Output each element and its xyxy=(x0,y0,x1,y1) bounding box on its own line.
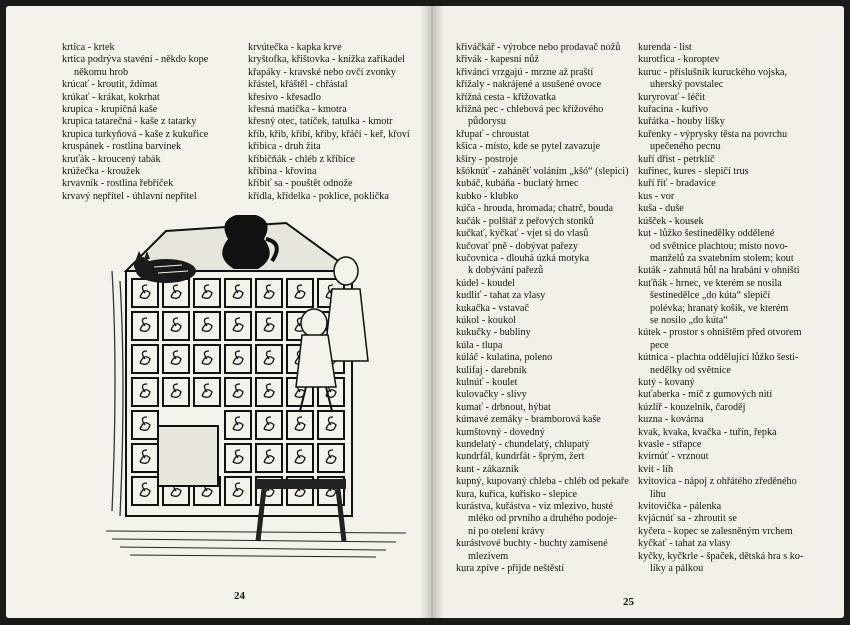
dictionary-entry xyxy=(456,290,632,302)
entry-line: kvjácnúť sa - zhroutit se xyxy=(638,513,737,525)
dictionary-entry xyxy=(456,538,632,563)
dictionary-entry xyxy=(456,476,632,488)
entry-line: křiváčkář - výrobce nebo prodavač nožů xyxy=(456,42,621,53)
dictionary-entry xyxy=(248,141,418,153)
left-page-column-2 xyxy=(248,42,418,203)
dictionary-entry xyxy=(456,79,632,91)
entry-line: kut - lůžko šestinedělky oddělené xyxy=(638,228,775,240)
book-spread xyxy=(6,6,844,618)
dictionary-entry xyxy=(248,129,418,141)
dictionary-entry xyxy=(638,67,834,92)
dictionary-entry xyxy=(638,402,834,414)
entry-line: kvitovička - pálenka xyxy=(638,501,722,513)
entry-continuation-line: polévka; hranatý košík, ve kterém xyxy=(650,302,789,314)
entry-continuation-line: půdorysu xyxy=(468,116,506,128)
dictionary-entry xyxy=(456,451,632,463)
entry-line: křížaly - nakrájené a usušené ovoce xyxy=(456,79,602,91)
dictionary-entry xyxy=(638,427,834,439)
entry-line: kuří dříst - petrklíč xyxy=(638,153,715,165)
dictionary-entry xyxy=(456,340,632,352)
entry-line: krupica - krupičná kaše xyxy=(62,104,158,116)
entry-line: krúžečka - kroužek xyxy=(62,166,141,178)
entry-line: krúkať - krákat, kokrhat xyxy=(62,91,160,103)
dictionary-entry xyxy=(456,402,632,414)
entry-line: kútek - prostor s ohništěm před otvorem xyxy=(638,327,802,339)
entry-continuation-line: lihu xyxy=(650,488,666,500)
entry-line: křížná pec - chlebová pec křížového xyxy=(456,104,604,116)
entry-line: kubko - klubko xyxy=(456,190,519,202)
tile-stove-illustration xyxy=(106,211,406,561)
dictionary-entry xyxy=(638,42,834,54)
entry-line: kundelatý - chundelatý, chlupatý xyxy=(456,439,590,450)
entry-line: křídla, křídelka - poklice, poklička xyxy=(248,190,389,202)
dictionary-entry xyxy=(62,42,242,54)
dictionary-entry xyxy=(638,389,834,401)
entry-line: kuřenky - výprysky těsta na povrchu xyxy=(638,128,788,140)
entry-continuation-line: pece xyxy=(650,339,669,351)
entry-line: kuřátka - houby lišky xyxy=(638,116,725,128)
entry-line: kura zpíve - přijde neštěstí xyxy=(456,563,565,575)
entry-line: kúmavé zemáky - bramborová kaše xyxy=(456,414,601,426)
entry-line: kurenda - list xyxy=(638,42,692,53)
entry-line: kukačka - vstavač xyxy=(456,302,529,314)
entry-line: kšica - místo, kde se pytel zavazuje xyxy=(456,141,600,153)
dictionary-entry xyxy=(456,42,632,54)
dictionary-entry xyxy=(62,92,242,104)
entry-continuation-line: uherský povstalec xyxy=(650,79,724,91)
entry-line: kuša - duše xyxy=(638,203,684,215)
entry-line: krtica podrýva stavéní - někdo kope xyxy=(62,54,209,66)
dictionary-entry xyxy=(638,526,834,538)
entry-line: křivánci vrzgajú - mrzne až praští xyxy=(456,66,594,78)
entry-line: kvak, kvaka, kvačka - tuřín, řepka xyxy=(638,426,777,438)
dictionary-entry xyxy=(456,414,632,426)
dictionary-entry xyxy=(62,178,242,190)
dictionary-entry xyxy=(456,54,632,66)
entry-line: kúláč - kulatina, poleno xyxy=(456,352,553,364)
entry-line: kučovnica - dlouhá úzká motyka xyxy=(456,252,589,264)
entry-line: kubáč, kubáňa - buclatý hrnec xyxy=(456,178,579,190)
entry-line: kúča - hrouda, hromada; chatrč, bouda xyxy=(456,203,613,215)
dictionary-entry xyxy=(456,216,632,228)
entry-line: kuruc - příslušník kuruckého vojska, xyxy=(638,66,788,78)
entry-line: kus - vor xyxy=(638,190,675,202)
dictionary-entry xyxy=(638,278,834,328)
dictionary-entry xyxy=(456,178,632,190)
dictionary-entry xyxy=(456,228,632,240)
dictionary-entry xyxy=(248,154,418,166)
dictionary-entry xyxy=(638,476,834,501)
dictionary-entry xyxy=(638,191,834,203)
entry-line: kulnúť - koulet xyxy=(456,376,518,388)
entry-line: kšíry - postroje xyxy=(456,153,518,165)
entry-line: kuťňák - hrnec, ve kterém se nosila xyxy=(638,277,782,289)
entry-line: kvitovica - nápoj z ohřátého zředěného xyxy=(638,476,797,488)
dictionary-entry xyxy=(638,513,834,525)
entry-line: kumať - drbnout, hýbat xyxy=(456,401,551,413)
entry-line: křástel, křáštěl - chřástal xyxy=(248,79,348,91)
dictionary-entry xyxy=(638,166,834,178)
entry-line: kura, kuřica, kuřisko - slepice xyxy=(456,488,578,500)
entry-line: kútnica - plachta oddělující lůžko šesti- xyxy=(638,352,799,364)
dictionary-entry xyxy=(456,389,632,401)
entry-line: kříbičňák - chléb z kříbice xyxy=(248,153,355,165)
dictionary-entry xyxy=(638,265,834,277)
dictionary-entry xyxy=(638,116,834,128)
dictionary-entry xyxy=(456,439,632,451)
dictionary-entry xyxy=(456,315,632,327)
entry-line: kulifaj - darebník xyxy=(456,364,527,376)
entry-line: kurástvové buchty - buchty zamisené xyxy=(456,538,608,550)
dictionary-entry xyxy=(456,203,632,215)
entry-line: křesný otec, tatíček, tatulka - kmotr xyxy=(248,116,393,128)
dictionary-entry xyxy=(456,166,632,178)
dictionary-entry xyxy=(456,501,632,538)
dictionary-entry xyxy=(62,191,242,203)
entry-line: kryštofka, křištovka - knížka zaříkadel xyxy=(248,54,406,66)
entry-continuation-line: manželů za svatebním stolem; kout xyxy=(650,252,794,264)
dictionary-entry xyxy=(62,129,242,141)
dictionary-entry xyxy=(456,154,632,166)
entry-line: kundrfál, kundrfát - šprým, žert xyxy=(456,451,585,463)
dictionary-entry xyxy=(62,154,242,166)
entry-line: kříbica - druh žita xyxy=(248,141,321,153)
entry-continuation-line: líky a pálkou xyxy=(650,563,704,575)
right-page-column-1 xyxy=(456,42,632,575)
entry-line: kříbiť sa - pouštět odnože xyxy=(248,178,353,190)
dictionary-entry xyxy=(62,79,242,91)
dictionary-entry xyxy=(638,551,834,576)
entry-line: kvit - líh xyxy=(638,463,674,475)
entry-line: křížná cesta - křižovatka xyxy=(456,91,556,103)
dictionary-entry xyxy=(638,464,834,476)
dictionary-entry xyxy=(248,104,418,116)
entry-line: křesná matička - kmotra xyxy=(248,104,347,116)
dictionary-entry xyxy=(248,92,418,104)
entry-line: kuřacina - kuřivo xyxy=(638,104,709,116)
entry-line: kudliť - tahat za vlasy xyxy=(456,290,546,302)
entry-line: kuryrovať - léčit xyxy=(638,91,706,103)
dictionary-entry xyxy=(638,92,834,104)
dictionary-entry xyxy=(62,116,242,128)
page-number: 25 xyxy=(623,596,634,608)
entry-line: krvavník - rostlina řebříček xyxy=(62,178,174,190)
dictionary-entry xyxy=(62,54,242,79)
entry-line: kuřinec, kures - slepičí trus xyxy=(638,166,749,178)
entry-line: kyčkať - tahat za vlasy xyxy=(638,538,731,550)
entry-line: křesivo - křesadlo xyxy=(248,91,321,103)
dictionary-entry xyxy=(248,166,418,178)
dictionary-entry xyxy=(456,129,632,141)
entry-line: kuták - zahnutá hůl na hrabání v ohništi xyxy=(638,265,800,277)
dictionary-entry xyxy=(248,116,418,128)
entry-line: kučovať pně - dobývat pařezy xyxy=(456,240,579,252)
entry-line: krvavý nepřítel - úhlavní nepřítel xyxy=(62,190,197,202)
dictionary-entry xyxy=(62,104,242,116)
entry-continuation-line: nedělky od světnice xyxy=(650,364,731,376)
dictionary-entry xyxy=(456,92,632,104)
dictionary-entry xyxy=(456,278,632,290)
entry-continuation-line: upečeného pecnu xyxy=(650,141,721,153)
entry-continuation-line: od světnice plachtou; místo novo- xyxy=(650,240,789,252)
entry-line: kruspánek - rostlina barvínek xyxy=(62,141,182,153)
dictionary-entry xyxy=(638,54,834,66)
dictionary-entry xyxy=(638,377,834,389)
dictionary-entry xyxy=(638,216,834,228)
dictionary-entry xyxy=(456,191,632,203)
entry-line: kříb, křib, kříbí, kříby, křáčí - keř, křoví xyxy=(248,128,410,140)
dictionary-entry xyxy=(248,67,418,79)
dictionary-entry xyxy=(638,154,834,166)
entry-continuation-line: šestinedělce „do kúta“ slepičí xyxy=(650,290,771,302)
entry-line: kumštovný - dovedný xyxy=(456,426,545,438)
entry-line: kúzlíř - kouzelník, čaroděj xyxy=(638,401,746,413)
dictionary-entry xyxy=(456,365,632,377)
entry-line: kvirnúť - vrznout xyxy=(638,451,709,463)
dictionary-entry xyxy=(248,54,418,66)
entry-continuation-line: mlezivem xyxy=(468,550,509,562)
entry-line: kulovačky - slívy xyxy=(456,389,527,401)
entry-continuation-line: někomu hrob xyxy=(74,66,129,78)
entry-line: krúcať - kroutit, ždímat xyxy=(62,79,158,91)
dictionary-entry xyxy=(456,327,632,339)
dictionary-entry xyxy=(248,178,418,190)
dictionary-entry xyxy=(456,253,632,278)
dictionary-entry xyxy=(456,464,632,476)
page-number: 24 xyxy=(234,590,245,602)
dictionary-entry xyxy=(638,439,834,451)
entry-line: kutý - kovaný xyxy=(638,376,695,388)
entry-line: kunt - zákazník xyxy=(456,463,519,475)
dictionary-entry xyxy=(62,166,242,178)
dictionary-entry xyxy=(638,414,834,426)
entry-line: kyčky, kyčkrle - špaček, dětská hra s ko- xyxy=(638,550,804,562)
dictionary-entry xyxy=(456,241,632,253)
entry-line: kříbina - křovina xyxy=(248,166,317,178)
entry-line: kuzna - kovárna xyxy=(638,414,704,426)
dictionary-entry xyxy=(456,104,632,129)
entry-line: kurotfica - koroptev xyxy=(638,54,720,66)
entry-line: krupica turkyňová - kaše z kukuřice xyxy=(62,128,209,140)
dictionary-entry xyxy=(456,489,632,501)
dictionary-entry xyxy=(248,79,418,91)
entry-continuation-line: mléko od prvního a druhého podoje- xyxy=(468,513,618,525)
entry-line: kvasle - střapce xyxy=(638,439,702,450)
dictionary-entry xyxy=(62,141,242,153)
entry-line: křupať - chroustat xyxy=(456,128,530,140)
entry-line: kyčera - kopec se zalesněným vrchem xyxy=(638,525,793,537)
right-page-column-2 xyxy=(638,42,834,575)
entry-line: křivák - kapesní nůž xyxy=(456,54,539,66)
dictionary-entry xyxy=(456,563,632,575)
dictionary-entry xyxy=(638,327,834,352)
dictionary-entry xyxy=(638,538,834,550)
dictionary-entry xyxy=(456,427,632,439)
dictionary-entry xyxy=(456,141,632,153)
dictionary-entry xyxy=(638,501,834,513)
entry-line: kruťák - kroucený tabák xyxy=(62,153,161,165)
dictionary-entry xyxy=(638,228,834,265)
dictionary-entry xyxy=(456,377,632,389)
dictionary-entry xyxy=(638,451,834,463)
entry-continuation-line: k dobývání pařezů xyxy=(468,265,544,277)
dictionary-entry xyxy=(456,303,632,315)
left-page-column-1 xyxy=(62,42,242,203)
dictionary-entry xyxy=(638,352,834,377)
entry-line: kuří říť - bradavice xyxy=(638,178,716,190)
entry-line: kupný, kupovaný chleba - chléb od pekaře xyxy=(456,476,629,488)
entry-line: kučkať, kyčkať - vjet si do vlasů xyxy=(456,228,589,240)
entry-line: kurástva, kuřástva - viz mlezivo, husté xyxy=(456,501,614,513)
entry-line: kúla - tlupa xyxy=(456,339,503,351)
entry-line: kúkol - koukol xyxy=(456,314,516,326)
entry-line: křapáky - kravské nebo ovčí zvonky xyxy=(248,66,396,78)
entry-line: krtica - krtek xyxy=(62,42,115,53)
entry-continuation-line: ní po otelení krávy xyxy=(468,525,545,537)
dictionary-entry xyxy=(456,67,632,79)
dictionary-entry xyxy=(638,104,834,116)
entry-line: kukučky - bubliny xyxy=(456,327,531,339)
dictionary-entry xyxy=(248,191,418,203)
entry-line: kúdel - koudel xyxy=(456,277,515,289)
entry-continuation-line: se nosilo „do kúta“ xyxy=(650,314,728,326)
dictionary-entry xyxy=(638,203,834,215)
dictionary-entry xyxy=(248,42,418,54)
entry-line: kučák - polštář z peřových stonků xyxy=(456,215,594,227)
dictionary-entry xyxy=(456,352,632,364)
entry-line: kúšček - kousek xyxy=(638,215,704,227)
dictionary-entry xyxy=(638,129,834,154)
book-gutter xyxy=(420,6,444,618)
dictionary-entry xyxy=(638,178,834,190)
entry-line: kšóknúť - zaháněť voláním „kšó“ (slepici) xyxy=(456,166,629,178)
entry-line: krvútečka - kapka krve xyxy=(248,42,342,53)
entry-line: krupica tatarečná - kaše z tatarky xyxy=(62,116,197,128)
entry-line: kuťaberka - míč z gumových nití xyxy=(638,389,773,401)
